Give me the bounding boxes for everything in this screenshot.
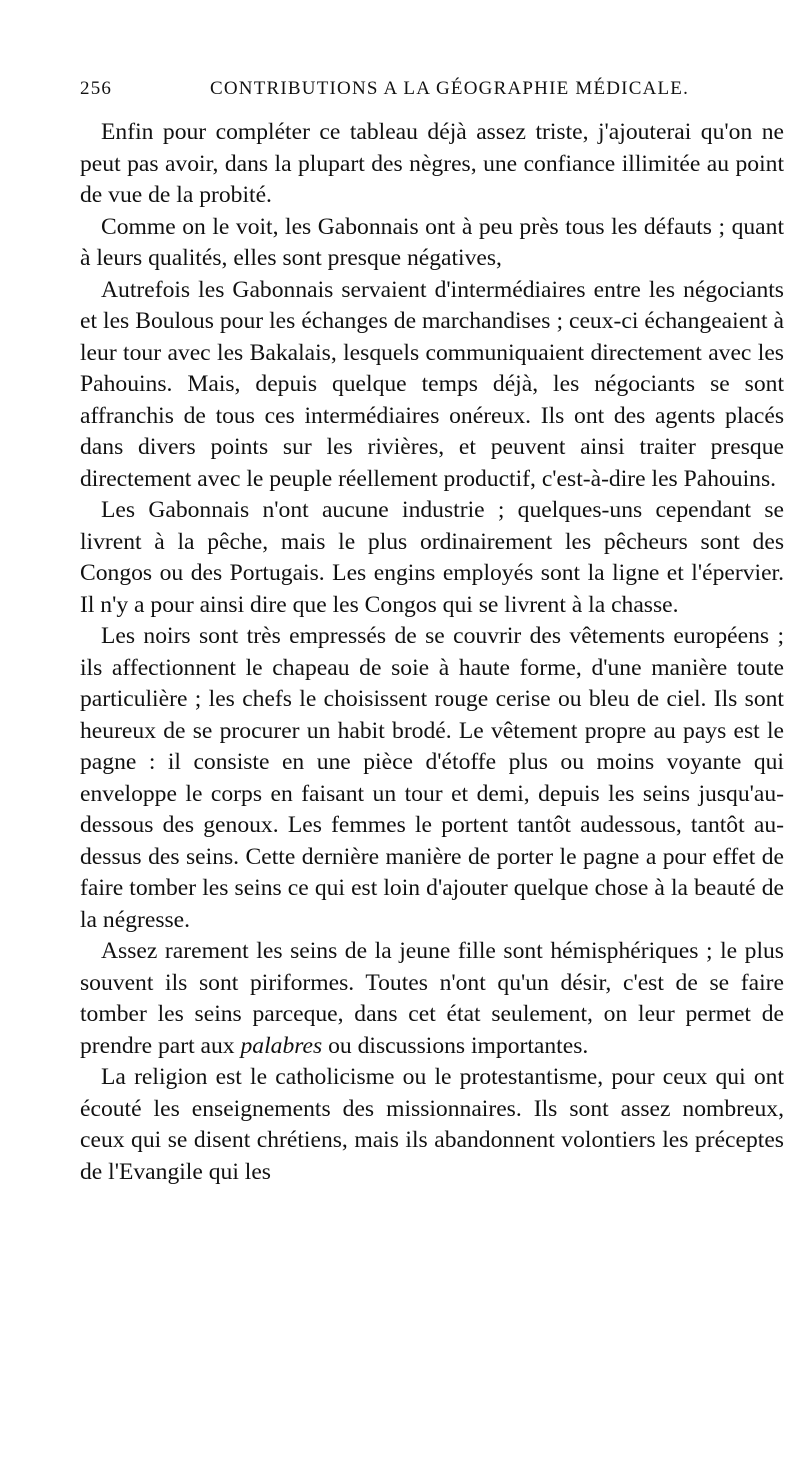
paragraph-text: ou discussions importantes. [322,1032,589,1059]
italic-term: palabres [240,1032,323,1059]
paragraph [80,495,784,621]
paragraph-text: La religion est le catholicisme ou le protestantisme, pour ceux qui ont écouté les enseignements des missionnaires. Ils sont assez nombreux, ceux qui se disent chrétiens, mais ils abandonnent volontiers les préceptes de l'Evangile qui les [80,1064,784,1185]
running-header [80,78,784,106]
paragraph-text: Enfin pour compléter ce tableau déjà assez triste, j'ajouterai qu'on ne peut pas avoir, dans la plupart des nègres, une confiance illimitée au point de vue de la probité. [80,119,784,208]
page-number: 256 [80,78,113,99]
book-page [80,78,784,1188]
paragraph-text: Les noirs sont très empressés de se couvrir des vêtements européens ; ils affectionnent le chapeau de soie à haute forme, d'une manière toute particulière ; les chefs le choisissent rouge cerise ou bleu de ciel. Ils sont heureux de se procurer un habit brodé. Le vêtement propre au pays est le pagne : il consiste en une pièce d'étoffe plus ou moins voyante qui enveloppe le corps en faisant un tour et demi, depuis les seins jusqu'au-dessous des genoux. Les femmes le portent tantôt audessous, tantôt au-dessus des seins. Cette dernière manière de porter le pagne a pour effet de faire tomber les seins ce qui est loin d'ajouter quelque chose à la beauté de la négresse. [80,623,784,933]
paragraph [80,117,784,212]
paragraph [80,1062,784,1188]
paragraph [80,275,784,496]
paragraph-text: Les Gabonnais n'ont aucune industrie ; quelques-uns cependant se livrent à la pêche, mais le plus ordinairement les pêcheurs sont des Congos ou des Portugais. Les engins employés sont la ligne et l'épervier. Il n'y a pour ainsi dire que les Congos qui se livrent à la chasse. [80,497,784,618]
paragraph-text: Comme on le voit, les Gabonnais ont à peu près tous les défauts ; quant à leurs qualités, elles sont presque négatives, [80,213,784,271]
paragraph-text: Assez rarement les seins de la jeune fille sont hémisphériques ; le plus souvent ils sont piriformes. Toutes n'ont qu'un désir, c'est de se faire tomber les seins parceque, dans cet état seulement, on leur permet de prendre part aux [80,938,784,1059]
running-title: CONTRIBUTIONS A LA GÉOGRAPHIE MÉDICALE. [210,78,690,99]
body-text [80,117,784,1188]
paragraph-text: Autrefois les Gabonnais servaient d'intermédiaires entre les négociants et les Boulous pour les échanges de marchandises ; ceux-ci échangeaient à leur tour avec les Bakalais, lesquels communiquaient directement avec les Pahouins. Mais, depuis quelque temps déjà, les négociants se sont affranchis de tous ces intermédiaires onéreux. Ils ont des agents placés dans divers points sur les rivières, et peuvent ainsi traiter presque directement avec le peuple réellement productif, c'est-à-dire les Pahouins. [80,276,784,492]
paragraph [80,621,784,936]
paragraph [80,936,784,1062]
paragraph [80,212,784,275]
